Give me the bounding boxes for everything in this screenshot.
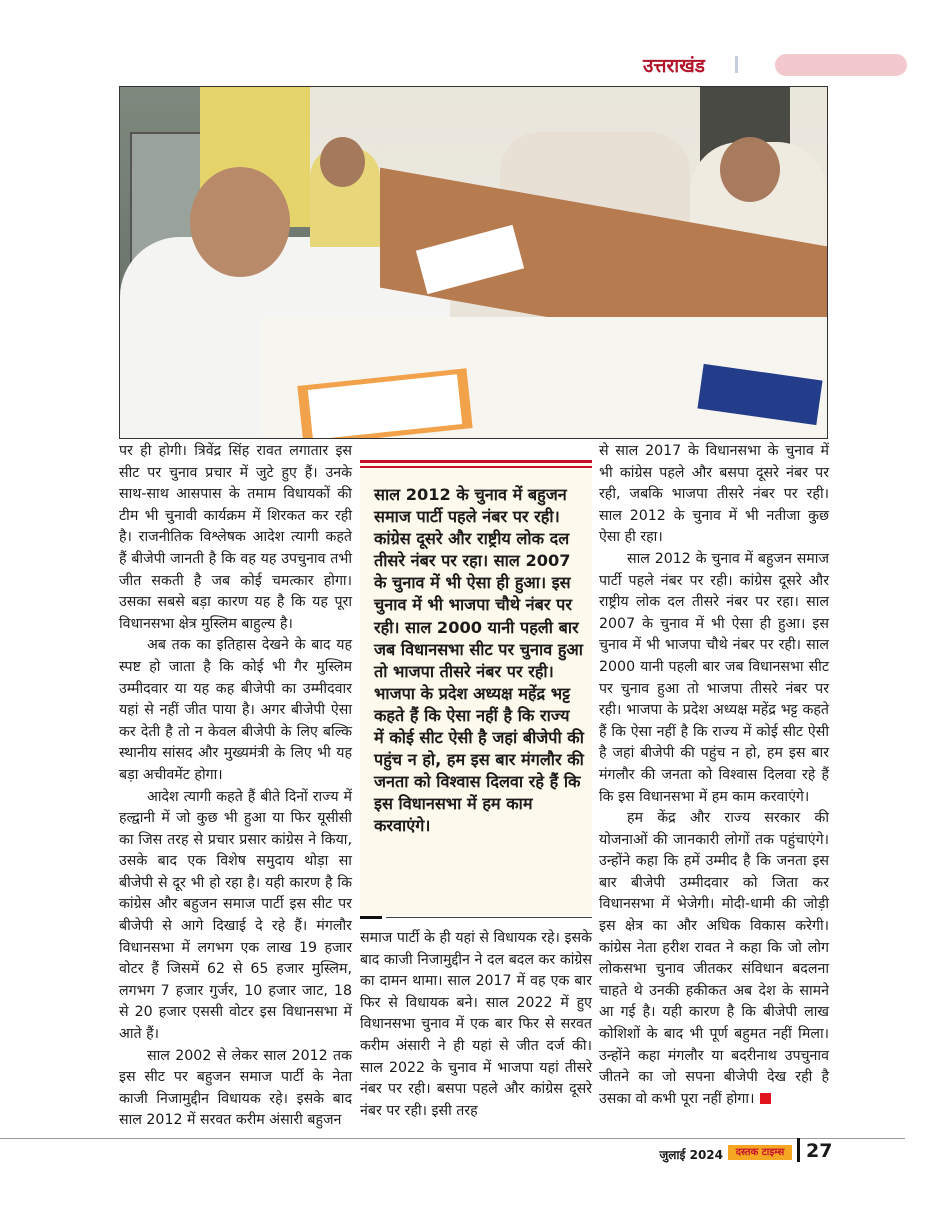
header-pill-decoration xyxy=(775,54,907,76)
paragraph: आदेश त्यागी कहते हैं बीते दिनों राज्य में हल्द्वानी में जो कुछ भी हुआ या फिर यूसीसी का जिस तरह से प्रचार प्रसार कांग्रेस ने किया, उसके बाद एक विशेष समुदाय थोड़ा सा बीजेपी से दूर भी हो रहा है। यही कारण है कि कांग्रेस और बहुजन समाज पार्टी इस सीट पर बीजेपी से आगे दिखाई दे रहे हैं। मंगलौर विधानसभा में लगभग एक लाख 19 हजार वोटर हैं जिसमें 62 से 65 हजार मुस्लिम, लगभग 7 हजार गुर्जर, 10 हजार जाट, 18 से 20 हजार एससी वोटर इस विधानसभा में आते हैं। xyxy=(119,788,352,1043)
paragraph: से साल 2017 के विधानसभा के चुनाव में भी कांग्रेस पहले और बसपा दूसरे नंबर पर रही, जबकि भाजपा तीसरे नंबर पर रही। साल 2012 के चुनाव में भी नतीजा कुछ ऐसा ही रहा। xyxy=(599,443,829,546)
issue-date: जुलाई 2024 xyxy=(659,1148,723,1162)
quote-rule xyxy=(360,916,382,919)
quote-rule xyxy=(386,917,592,918)
article-photo xyxy=(119,86,828,439)
paragraph xyxy=(599,808,829,1110)
paragraph-text: हम केंद्र और राज्य सरकार की योजनाओं की जानकारी लोगों तक पहुंचाएंगे। उन्होंने कहा कि हमें उम्मीद है कि जनता इस बार बीजेपी उम्मीदवार को जिता कर विधानसभा में भेजेगी। मोदी-धामी की जोड़ी इस क्षेत्र का और अधिक विकास करेगी। कांग्रेस नेता हरीश रावत ने कहा कि जो लोग लोकसभा चुनाव जीतकर संविधान बदलना चाहते थे उनकी हकीकत अब देश के सामने आ गई है। यही कारण है कि बीजेपी लाख कोशिशों के बाद भी पूर्ण बहुमत नहीं मिला। उन्होंने कहा मंगलौर या बदरीनाथ उपचुनाव जीतने का जो सपना बीजेपी देख रही है उसका वो कभी पूरा नहीं होगा। xyxy=(599,810,829,1107)
article-column-1 xyxy=(119,441,352,1132)
footer-rule xyxy=(0,1138,905,1139)
section-title: उत्तराखंड xyxy=(643,55,705,77)
header-divider xyxy=(735,56,738,73)
page-number: 27 xyxy=(806,1140,833,1162)
paragraph: साल 2002 से लेकर साल 2012 तक इस सीट पर बहुजन समाज पार्टी के नेता काजी निजामुद्दीन विधायक रहे। इसके बाद साल 2012 में सरवत करीम अंसारी बहुजन xyxy=(119,1047,352,1129)
article-column-3 xyxy=(599,441,829,1110)
article-column-2 xyxy=(360,928,592,1122)
paragraph: पर ही होगी। त्रिवेंद्र सिंह रावत लगातार इस सीट पर चुनाव प्रचार में जुटे हुए हैं। उनके साथ-साथ आसपास के तमाम विधायकों की टीम भी चुनावी कार्यक्रम में शिरकत कर रही है। राजनीतिक विश्लेषक आदेश त्यागी कहते हैं बीजेपी जानती है कि वह यह उपचुनाव तभी जीत सकती है जब कोई चमत्कार होगा। उसका सबसे बड़ा कारण यह है कि यह पूरा विधानसभा क्षेत्र मुस्लिम बाहुल्य है। xyxy=(119,443,352,632)
pull-quote-text: साल 2012 के चुनाव में बहुजन समाज पार्टी पहले नंबर पर रही। कांग्रेस दूसरे और राष्ट्रीय लोक दल तीसरे नंबर पर रहा। साल 2007 के चुनाव में भी ऐसा ही हुआ। इस चुनाव में भी भाजपा चौथे नंबर पर रही। साल 2000 यानी पहली बार जब विधानसभा सीट पर चुनाव हुआ तो भाजपा तीसरे नंबर पर रही। भाजपा के प्रदेश अध्यक्ष महेंद्र भट्ट कहते हैं कि ऐसा नहीं है कि राज्य में कोई सीट ऐसी है जहां बीजेपी की पहुंच न हो, हम इस बार मंगलौर की जनता को विश्वास दिलवा रहे हैं कि इस विधानसभा में हम काम करवाएंगे। xyxy=(374,485,584,836)
paragraph: अब तक का इतिहास देखने के बाद यह स्पष्ट हो जाता है कि कोई भी गैर मुस्लिम उम्मीदवार या यह कह बीजेपी का उम्मीदवार यहां से नहीं जीत पाया है। अगर बीजेपी ऐसा कर देती है तो न केवल बीजेपी के लिए बल्कि स्थानीय सांसद और मुख्यमंत्री के लिए भी यह बड़ा अचीवमेंट होगा। xyxy=(119,637,352,783)
footer-divider xyxy=(797,1138,800,1162)
quote-rule xyxy=(360,466,592,468)
paragraph: साल 2012 के चुनाव में बहुजन समाज पार्टी पहले नंबर पर रही। कांग्रेस दूसरे और राष्ट्रीय लोक दल तीसरे नंबर पर रहा। साल 2007 के चुनाव में भी ऐसा ही हुआ। इस चुनाव में भी भाजपा चौथे नंबर पर रही। साल 2000 यानी पहली बार जब विधानसभा सीट पर चुनाव हुआ तो भाजपा तीसरे नंबर पर रही। भाजपा के प्रदेश अध्यक्ष महेंद्र भट्ट कहते हैं कि ऐसा नहीं है कि राज्य में कोई सीट ऐसी है जहां बीजेपी की पहुंच न हो, हम इस बार मंगलौर की जनता को विश्वास दिलवा रहे हैं कि इस विधानसभा में हम काम करवाएंगे। xyxy=(599,550,829,805)
end-mark-icon xyxy=(760,1093,771,1104)
pull-quote-box xyxy=(360,460,592,916)
paragraph: समाज पार्टी के ही यहां से विधायक रहे। इसके बाद काजी निजामुद्दीन ने दल बदल कर कांग्रेस का दामन थामा। साल 2017 में वह एक बार फिर से विधायक बने। साल 2022 में हुए विधानसभा चुनाव में एक बार फिर से सरवत करीम अंसारी ने ही यहां से जीत दर्ज की। साल 2022 के चुनाव में भाजपा यहां तीसरे नंबर पर रही। बसपा पहले और कांग्रेस दूसरे नंबर पर रही। इसी तरह xyxy=(360,930,592,1119)
quote-rule xyxy=(360,460,592,463)
magazine-logo: दस्तक टाइम्स xyxy=(728,1145,792,1160)
